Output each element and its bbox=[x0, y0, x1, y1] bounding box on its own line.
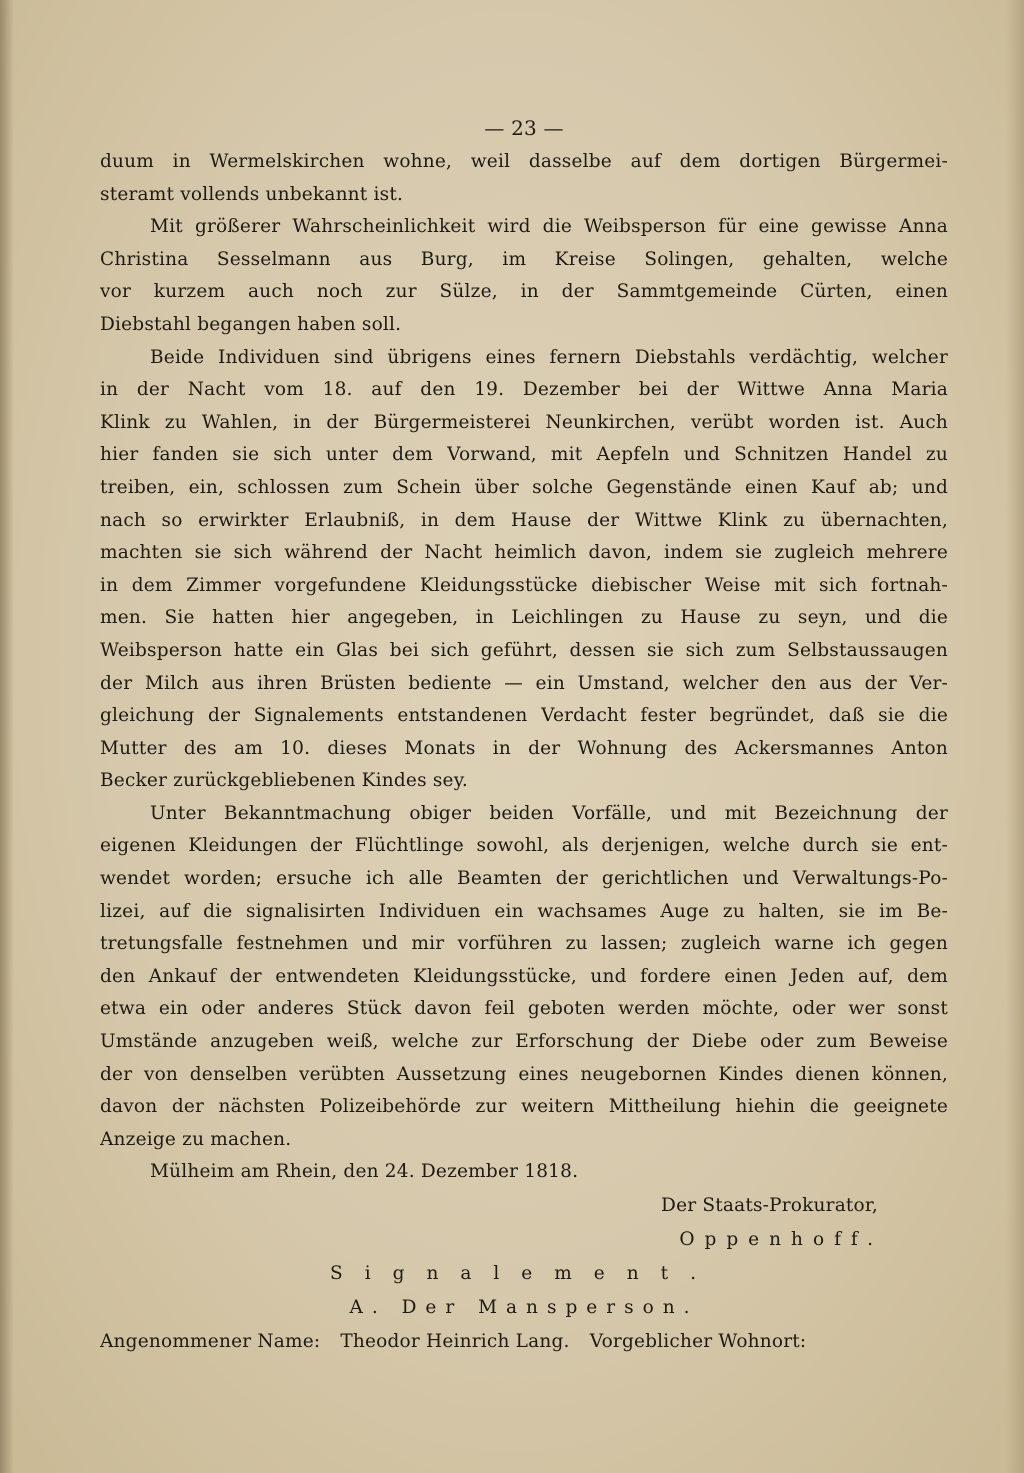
text-line: machten sie sich während der Nacht heimlich davon, indem sie zugleich mehrere bbox=[100, 542, 948, 564]
text-line: Diebstahl begangen haben soll. bbox=[100, 313, 402, 335]
text-line: duum in Wermelskirchen wohne, weil dasselbe auf dem dortigen Bürgermei- bbox=[100, 151, 948, 172]
section-heading: Signalement. bbox=[330, 1263, 718, 1284]
residence-label: Vorgeblicher Wohnort: bbox=[589, 1331, 807, 1352]
text-line: vor kurzem auch noch zur Sülze, in der Sammtgemeinde Cürten, einen bbox=[100, 281, 948, 303]
name-value: Theodor Heinrich Lang. bbox=[340, 1331, 570, 1352]
text-line: lizei, auf die signalisirten Individuen ein wachsames Auge zu halten, sie im Be- bbox=[100, 900, 948, 922]
text-line: davon der nächsten Polizeibehörde zur weitern Mittheilung hiehin die geeignete bbox=[100, 1096, 948, 1118]
page-left-edge bbox=[0, 0, 14, 1473]
signatory-title: Der Staats-Prokurator, bbox=[661, 1195, 878, 1216]
text-line: Mit größerer Wahrscheinlichkeit wird die Weibsperson für eine gewisse Anna bbox=[150, 216, 948, 238]
text-line: den Ankauf der entwendeten Kleidungsstücke, und fordere einen Jeden auf, dem bbox=[100, 965, 948, 987]
text-line: wendet worden; ersuche ich alle Beamten der gerichtlichen und Verwaltungs-Po- bbox=[100, 868, 948, 890]
text-line: hier fanden sie sich unter dem Vorwand, mit Aepfeln und Schnitzen Handel zu bbox=[100, 444, 948, 466]
text-line: gleichung der Signalements entstandenen Verdacht fester begründet, daß sie die bbox=[100, 705, 948, 727]
text-line: treiben, ein, schlossen zum Schein über solche Gegenstände einen Kauf ab; und bbox=[100, 476, 948, 498]
description-field-line bbox=[100, 1325, 948, 1359]
text-line: nach so erwirkter Erlaubniß, in dem Hause der Wittwe Klink zu übernachten, bbox=[100, 509, 948, 531]
subsection-heading: A. Der Mansperson. bbox=[349, 1297, 699, 1318]
page-text-block bbox=[100, 110, 948, 1359]
signatory-name: Oppenhoff. bbox=[679, 1229, 883, 1250]
page-right-edge bbox=[1006, 0, 1024, 1473]
text-line: Becker zurückgebliebenen Kindes sey. bbox=[100, 770, 468, 792]
text-line: in der Nacht vom 18. auf den 19. Dezember bei der Wittwe Anna Maria bbox=[100, 379, 948, 401]
text-line: Beide Individuen sind übrigens eines fernern Diebstahls verdächtig, welcher bbox=[150, 346, 948, 368]
text-line: Anzeige zu machen. bbox=[100, 1128, 292, 1150]
text-line: Mutter des am 10. dieses Monats in der Wohnung des Ackersmannes Anton bbox=[100, 737, 948, 759]
text-line: Christina Sesselmann aus Burg, im Kreise Solingen, gehalten, welche bbox=[100, 248, 948, 270]
text-line: etwa ein oder anderes Stück davon feil geboten werden möchte, oder wer sonst bbox=[100, 998, 948, 1020]
text-line: Umstände anzugeben weiß, welche zur Erforschung der Diebe oder zum Beweise bbox=[100, 1031, 948, 1053]
name-label: Angenommener Name: bbox=[100, 1331, 321, 1352]
text-line: in dem Zimmer vorgefundene Kleidungsstücke diebischer Weise mit sich fortnah- bbox=[100, 574, 948, 596]
text-line: eigenen Kleidungen der Flüchtlinge sowohl, als derjenigen, welche durch sie ent- bbox=[100, 835, 948, 857]
text-line: Unter Bekanntmachung obiger beiden Vorfälle, und mit Bezeichnung der bbox=[150, 802, 948, 824]
text-line: Klink zu Wahlen, in der Bürgermeisterei Neunkirchen, verübt worden ist. Auch bbox=[100, 411, 948, 433]
text-line: steramt vollends unbekannt ist. bbox=[100, 183, 404, 205]
text-line: men. Sie hatten hier angegeben, in Leichlingen zu Hause zu seyn, und die bbox=[100, 607, 948, 629]
text-line: tretungsfalle festnehmen und mir vorführen zu lassen; zugleich warne ich gegen bbox=[100, 933, 948, 955]
page-number: — 23 — bbox=[484, 116, 564, 140]
text-line: der Milch aus ihren Brüsten bediente — ein Umstand, welcher den aus der Ver- bbox=[100, 672, 948, 694]
text-line: Weibsperson hatte ein Glas bei sich geführt, dessen sie sich zum Selbstaussaugen bbox=[100, 639, 948, 661]
place-date-line: Mülheim am Rhein, den 24. Dezember 1818. bbox=[150, 1161, 579, 1183]
text-line: der von denselben verübten Aussetzung eines neugebornen Kindes dienen können, bbox=[100, 1063, 948, 1085]
